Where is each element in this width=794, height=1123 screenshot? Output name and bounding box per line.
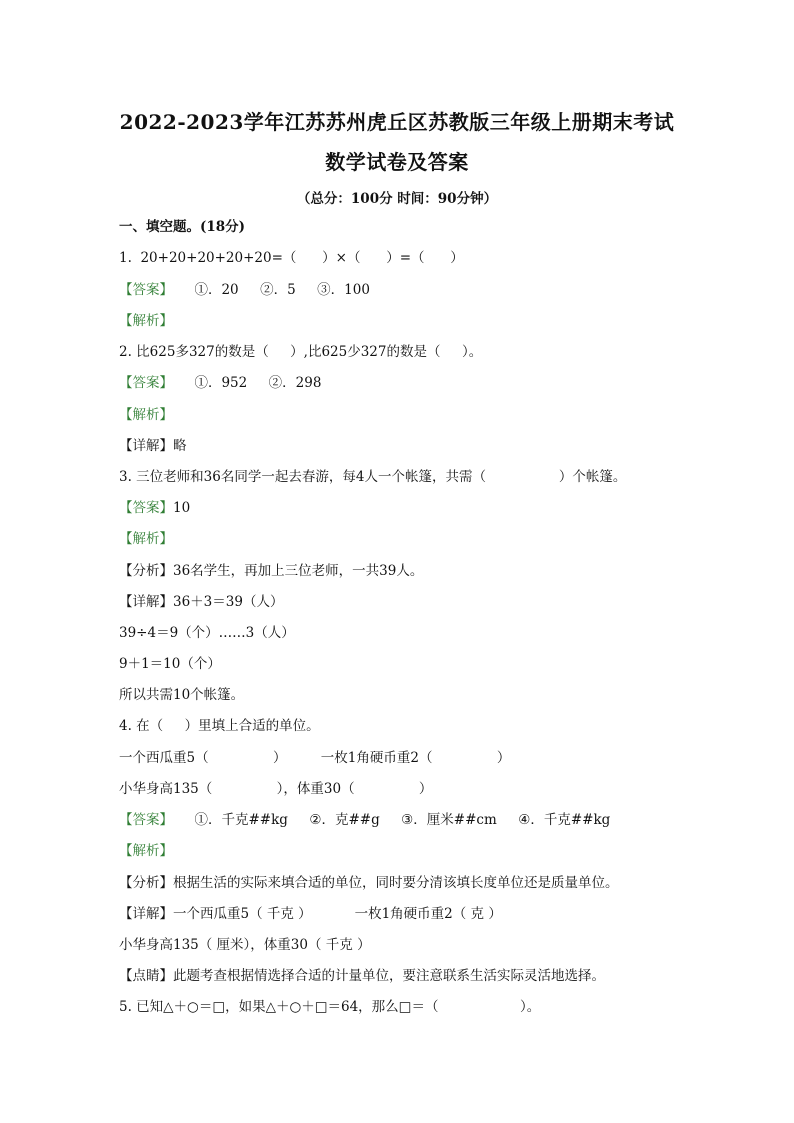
answer-tag: 【答案】 — [119, 812, 173, 828]
analysis-tag-2: 【解析】 — [119, 407, 173, 423]
analysis-4: 【分析】根据生活的实际来填合适的单位，同时要分清该填长度单位还是质量单位。 — [119, 875, 619, 891]
answer-text: ①．20 ②．5 ③．100 — [173, 282, 370, 298]
detail-3-line1: 【详解】36＋3＝39（人） — [119, 594, 284, 610]
analysis-3: 【分析】36名学生，再加上三位老师，一共39人。 — [119, 563, 424, 579]
question-5: 5. 已知△＋○＝□，如果△＋○＋□＝64，那么□＝（ ）。 — [119, 999, 541, 1015]
document-title-line2: 数学试卷及答案 — [325, 150, 469, 174]
question-4-line1: 一个西瓜重5（ ） 一枚1角硬币重2（ ） — [119, 750, 511, 766]
analysis-tag-4: 【解析】 — [119, 843, 173, 859]
answer-text: 10 — [173, 500, 191, 516]
answer-tag: 【答案】 — [119, 500, 173, 516]
section-heading: 一、填空题。(18分) — [119, 219, 246, 235]
question-1: 1. 20+20+20+20+20=（ ）×（ ）=（ ） — [119, 250, 464, 266]
question-4: 4. 在（ ）里填上合适的单位。 — [119, 718, 320, 734]
document-title-line1: 2022-2023学年江苏苏州虎丘区苏教版三年级上册期末考试 — [119, 110, 675, 134]
question-3: 3. 三位老师和36名同学一起去春游，每4人一个帐篷，共需（ ）个帐篷。 — [119, 469, 627, 485]
dianjing-4: 【点睛】此题考查根据情选择合适的计量单位，要注意联系生活实际灵活地选择。 — [119, 968, 605, 984]
detail-3-line4: 所以共需10个帐篷。 — [119, 687, 245, 703]
answer-row-1 — [119, 281, 370, 299]
detail-4-line2: 小华身高135（ 厘米），体重30（ 千克 ） — [119, 937, 371, 953]
question-2: 2. 比625多327的数是（ ）,比625少327的数是（ ）。 — [119, 344, 483, 360]
analysis-tag-1: 【解析】 — [119, 313, 173, 329]
answer-tag: 【答案】 — [119, 282, 173, 298]
answer-text: ①．952 ②．298 — [173, 375, 322, 391]
detail-2: 【详解】略 — [119, 438, 187, 454]
detail-4-line1: 【详解】一个西瓜重5（ 千克 ） 一枚1角硬币重2（ 克 ） — [119, 906, 502, 922]
answer-row-2 — [119, 374, 321, 392]
detail-3-line2: 39÷4＝9（个）……3（人） — [119, 625, 295, 641]
analysis-tag-3: 【解析】 — [119, 531, 173, 547]
exam-info: （总分：100分 时间：90分钟） — [296, 191, 498, 207]
answer-row-3 — [119, 499, 190, 517]
answer-row-4 — [119, 811, 610, 829]
question-4-line2: 小华身高135（ ），体重30（ ） — [119, 781, 433, 797]
detail-3-line3: 9＋1＝10（个） — [119, 656, 221, 672]
answer-tag: 【答案】 — [119, 375, 173, 391]
answer-text: ①．千克##kg ②．克##g ③．厘米##cm ④．千克##kg — [173, 812, 611, 828]
